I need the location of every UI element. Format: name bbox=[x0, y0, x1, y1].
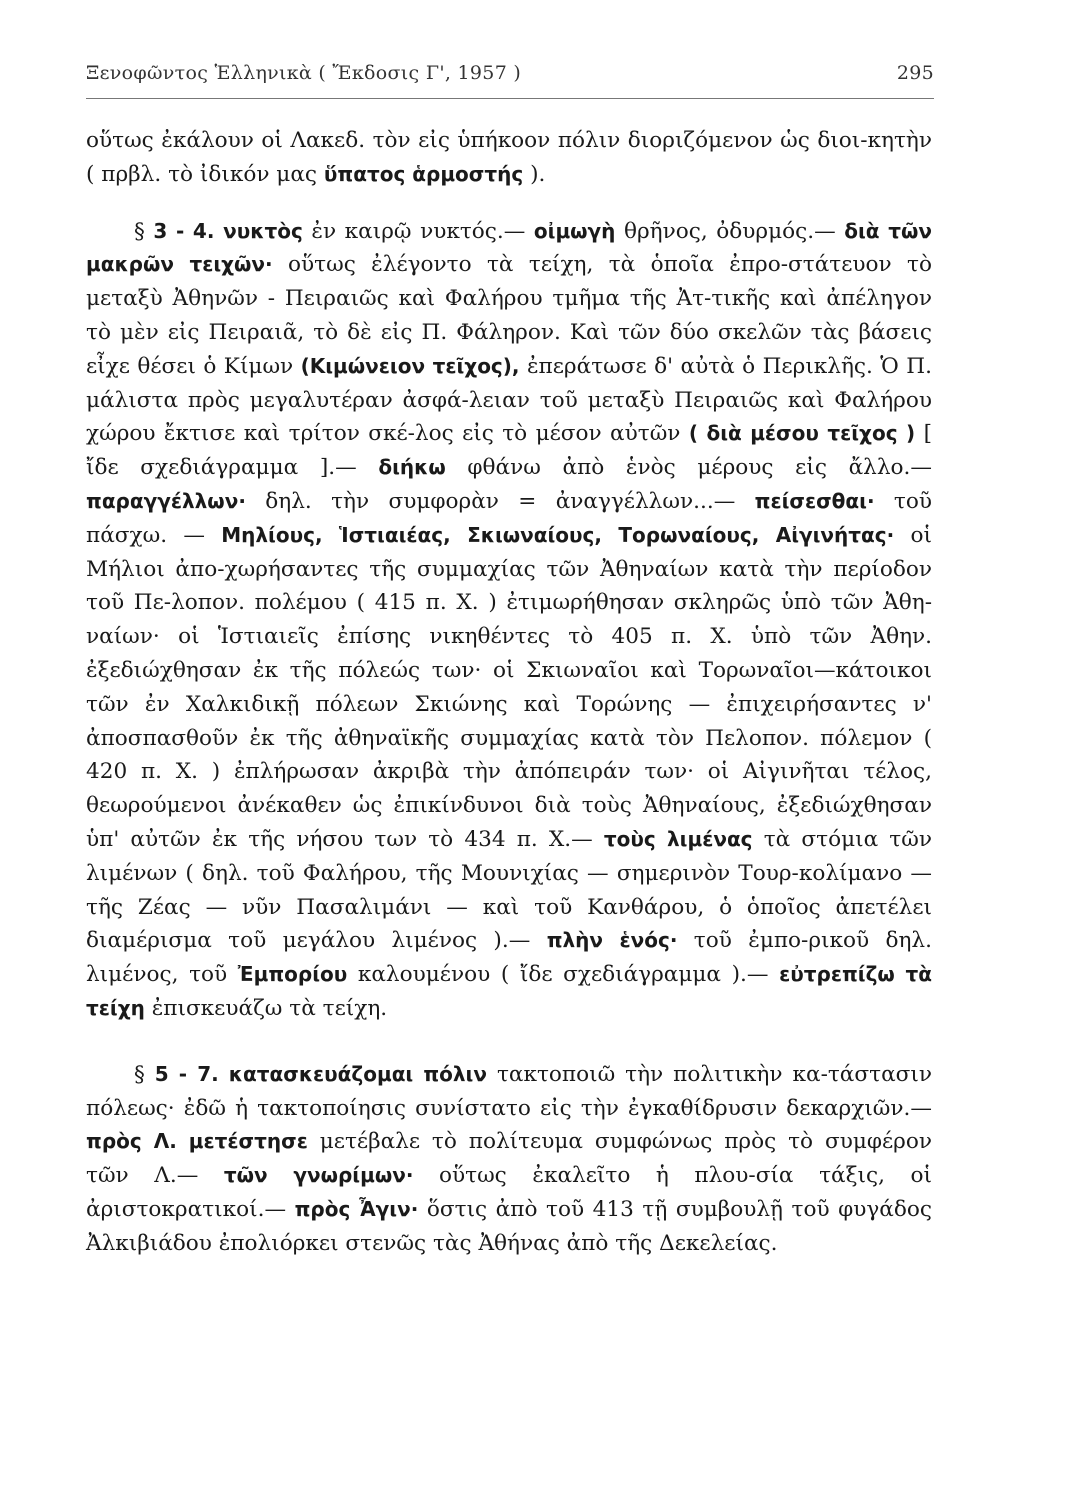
text-run: τὰ στόμια τῶν λιμένων ( δηλ. τοῦ Φαλήρου, τῆς Μουνιχίας — σημερινὸν Τουρ-κολίμανο — τῆς Ζέας — νῦν Πασαλιμάνι — καὶ τοῦ Κανθάρου, ὁ ὁποῖος ἀπετέλει διαμέρισμα τοῦ μεγάλου λιμένος ).— bbox=[86, 826, 932, 954]
bold-lemma: πρὸς Λ. μετέστησε bbox=[86, 1129, 308, 1154]
bold-lemma: Μηλίους, Ἱστιαιέας, Σκιωναίους, Τορωναίους, Αἰγινήτας· bbox=[221, 522, 895, 547]
paragraph-2 bbox=[86, 215, 932, 1026]
header-rule bbox=[86, 98, 934, 99]
text-run: § bbox=[134, 218, 154, 244]
text-run: ἐπεράτωσε δ' αὐτὰ ὁ Περικλῆς. Ὁ Π. μάλιστα πρὸς μεγαλυτέραν ἀσφά-λειαν τοῦ μεταξὺ Πειραιῶς καὶ Φαλήρου χώρου ἔκτισε καὶ τρίτον σκέ-λος εἰς τὸ μέσον αὐτῶν bbox=[86, 353, 932, 447]
running-title: Ξενοφῶντος Ἑλληνικὰ ( Ἔκδοσις Γ', 1957 ) bbox=[86, 62, 522, 84]
paragraph-1 bbox=[86, 124, 932, 192]
text-run: οὕτως ἐκάλουν οἱ Λακεδ. τὸν εἰς ὑπήκοον πόλιν διοριζόμενον ὡς διοι-κητὴν ( πρβλ. τὸ ἰδικόν μας bbox=[86, 128, 932, 187]
bold-lemma: πείσεσθαι· bbox=[754, 488, 875, 513]
bold-lemma: τῶν γνωρίμων· bbox=[223, 1163, 414, 1188]
bold-lemma: πρὸς Ἆγιν· bbox=[294, 1196, 419, 1221]
bold-lemma: Ἐμπορίου bbox=[237, 962, 348, 987]
bold-lemma: ὕπατος ἁρμοστής bbox=[323, 161, 524, 186]
text-run: μετέβαλε τὸ πολίτευμα συμφώνως πρὸς τὸ συμφέρον τῶν Λ.— bbox=[86, 1129, 932, 1189]
text-run: θρῆνος, ὀδυρμός.— bbox=[615, 218, 845, 244]
bold-lemma: τοὺς λιμένας bbox=[603, 826, 753, 851]
bold-lemma: πλὴν ἑνός· bbox=[546, 928, 678, 953]
bold-lemma: εὐτρεπίζω τὰ τείχη bbox=[86, 962, 933, 1020]
bold-lemma: διὰ τῶν μακρῶν τειχῶν· bbox=[86, 218, 932, 277]
running-header bbox=[86, 62, 934, 84]
text-run: ). bbox=[523, 161, 546, 187]
text-run: ἐν καιρῷ νυκτός.— bbox=[302, 218, 534, 244]
text-run: δηλ. τὴν συμφορὰν = ἀναγγέλλων...— bbox=[245, 488, 755, 514]
bold-lemma: (Κιμώνειον τεῖχος), bbox=[300, 353, 520, 378]
bold-lemma: 3 - 4. νυκτὸς bbox=[153, 218, 303, 243]
bold-lemma: διήκω bbox=[378, 455, 446, 480]
bold-lemma: 5 - 7. κατασκευάζομαι πόλιν bbox=[154, 1061, 487, 1086]
text-run: ἐπισκευάζω τὰ τείχη. bbox=[144, 995, 388, 1021]
bold-lemma: οἰμωγὴ bbox=[533, 218, 616, 243]
text-run: καλουμένου ( ἴδε σχεδιάγραμμα ).— bbox=[347, 962, 780, 988]
page-number: 295 bbox=[896, 62, 934, 84]
text-run: τοῦ πάσχω. — bbox=[86, 488, 932, 548]
text-run: [ ἴδε σχεδιάγραμμα ].— bbox=[86, 421, 932, 481]
text-run: § bbox=[134, 1061, 155, 1087]
text-run: τοῦ ἐμπο-ρικοῦ δηλ. λιμένος, τοῦ bbox=[86, 928, 932, 988]
text-run: οὕτως ἐκαλεῖτο ἡ πλου-σία τάξις, οἱ ἀριστοκρατικοί.— bbox=[86, 1163, 932, 1222]
text-run: φθάνω ἀπὸ ἑνὸς μέρους εἰς ἄλλο.— bbox=[445, 455, 932, 481]
text-run: οἱ Μήλιοι ἀπο-χωρήσαντες τῆς συμμαχίας τῶν Ἀθηναίων κατὰ τὴν περίοδον τοῦ Πε-λοπον. πολέμου ( 415 π. Χ. ) ἐτιμωρήθησαν σκληρῶς ὑπὸ τῶν Ἀθη-ναίων· οἱ Ἱστιαιεῖς ἐπίσης νικηθέντες τὸ 405 π. Χ. ὑπὸ τῶν Ἀθην. ἐξεδιώχθησαν ἐκ τῆς πόλεώς των· οἱ Σκιωναῖοι καὶ Τορωναῖοι—κάτοικοι τῶν ἐν Χαλκιδικῇ πόλεων Σκιώνης καὶ Τορώνης — ἐπιχειρήσαντες ν' ἀποσπασθοῦν ἐκ τῆς ἀθηναϊκῆς συμμαχίας κατὰ τὸν Πελοπον. πόλεμον ( 420 π. Χ. ) ἐπλήρωσαν ἀκριβὰ τὴν ἀπόπειράν των· οἱ Αἰγινῆται τέλος, θεωρούμενοι ἀνέκαθεν ὡς ἐπικίνδυνοι διὰ τοὺς Ἀθηναίους, ἐξεδιώχθησαν ὑπ' αὐτῶν ἐκ τῆς νήσου των τὸ 434 π. Χ.— bbox=[86, 522, 932, 852]
bold-lemma: παραγγέλλων· bbox=[86, 488, 246, 513]
commentary-body bbox=[86, 124, 932, 1261]
text-run: οὕτως ἐλέγοντο τὰ τείχη, τὰ ὁποῖα ἐπρο-στάτευον τὸ μεταξὺ Ἀθηνῶν - Πειραιῶς καὶ Φαλήρου τμῆμα τῆς Ἀτ-τικῆς καὶ ἀπέληγον τὸ μὲν εἰς Πειραιᾶ, τὸ δὲ εἰς Π. Φάληρον. Καὶ τῶν δύο σκελῶν τὰς βάσεις εἶχε θέσει ὁ Κίμων bbox=[86, 252, 932, 379]
bold-lemma: ( διὰ μέσου τεῖχος ) bbox=[688, 421, 916, 446]
text-run: ὅστις ἀπὸ τοῦ 413 τῇ συμβουλῇ τοῦ φυγάδος Ἀλκιβιάδου ἐπολιόρκει στενῶς τὰς Ἀθήνας ἀπὸ τῆς Δεκελείας. bbox=[86, 1196, 932, 1256]
text-run: τακτοποιῶ τὴν πολιτικὴν κα-τάστασιν πόλεως· ἐδῶ ἡ τακτοποίησις συνίστατο εἰς τὴν ἐγκαθίδρυσιν δεκαρχιῶν.— bbox=[86, 1061, 932, 1121]
paragraph-3 bbox=[86, 1058, 932, 1261]
